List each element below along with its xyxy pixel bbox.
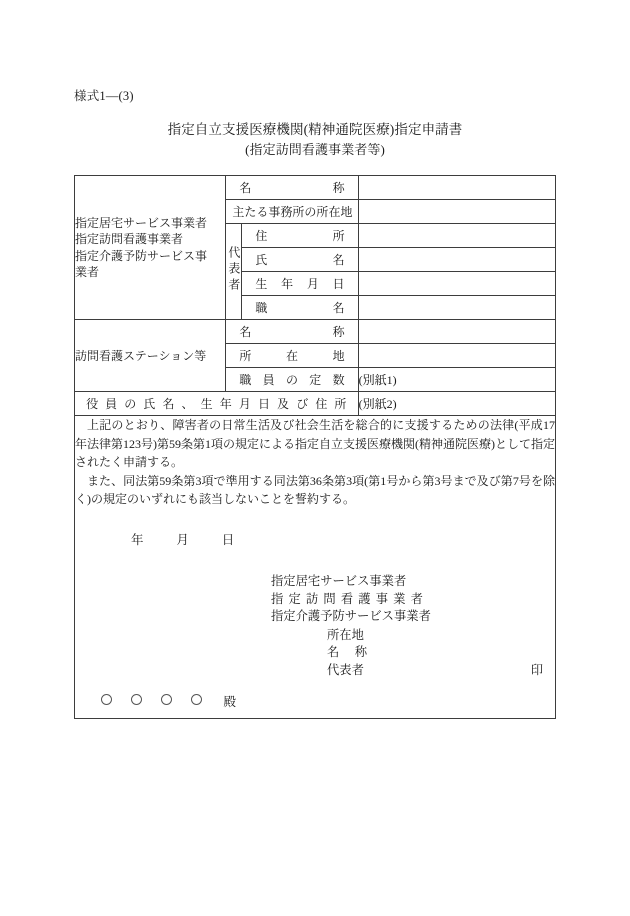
date-year-label: 年 — [131, 532, 144, 547]
applicant-label-line: 指定訪問看護事業者 — [75, 232, 184, 246]
date-line[interactable] — [131, 531, 555, 550]
field-representative-name[interactable] — [358, 248, 555, 272]
title-block — [0, 120, 630, 159]
applicant-label-line: 業者 — [75, 265, 100, 279]
label-staff-quota: 職 員 の 定 数 — [226, 368, 358, 392]
label-applicant-main-office-address: 主 た る 事 務 所 の 所 在 地 — [226, 200, 358, 224]
signature-field-name[interactable]: 名 称 — [327, 645, 367, 659]
table-row — [75, 416, 556, 719]
field-station-name[interactable] — [358, 320, 555, 344]
field-applicant-main-office-address[interactable] — [358, 200, 555, 224]
signature-field-representative[interactable]: 代表者 印 — [327, 662, 555, 680]
field-applicant-name[interactable] — [358, 176, 555, 200]
signature-field-address[interactable]: 所在地 — [327, 627, 364, 642]
station-label-cell: 訪問看護ステーション等 — [75, 320, 226, 392]
applicant-label-line: 指定介護予防サービス事 — [75, 248, 208, 263]
signature-org-line-2: 指 定 訪 問 看 護 事 業 者 — [271, 591, 423, 606]
field-representative-address[interactable] — [358, 224, 555, 248]
circle-icon — [161, 694, 172, 705]
signature-org-line-3: 指定介護予防サービス事業者 — [271, 609, 431, 623]
applicant-label-line: 指定居宅サービス事業者 — [75, 215, 208, 230]
table-row — [75, 320, 556, 344]
signature-fields — [271, 627, 555, 680]
page-subtitle: (指定訪問看護事業者等) — [245, 142, 385, 157]
table-row — [75, 392, 556, 416]
application-form-table — [74, 175, 556, 719]
circle-icon — [191, 694, 202, 705]
label-representative-title: 職 名 — [242, 296, 358, 320]
field-station-address[interactable] — [358, 344, 555, 368]
seal-mark: 印 — [530, 662, 543, 677]
field-representative-title[interactable] — [358, 296, 555, 320]
signature-block — [75, 573, 555, 679]
label-applicant-name: 名 称 — [226, 176, 358, 200]
label-representative-address: 住 所 — [242, 224, 358, 248]
label-representative: 代表者 — [226, 224, 242, 320]
field-staff-quota[interactable]: (別紙1) — [358, 368, 555, 392]
circle-icon — [101, 694, 112, 705]
addressee-line — [101, 693, 555, 712]
form-number: 様式1―(3) — [74, 89, 134, 103]
date-month-label: 月 — [176, 532, 190, 547]
label-representative-birthdate: 生 年 月 日 — [242, 272, 358, 296]
label-representative-name: 氏 名 — [242, 248, 358, 272]
statement-paragraph-1: 上記のとおり、障害者の日常生活及び社会生活を総合的に支援するための法律(平成17年法律第123号)第59条第1項の規定による指定自立支援医療機関(精神通院医療)として指定されたく申請する。 — [75, 418, 555, 469]
circle-icon — [131, 694, 142, 705]
statement-block — [75, 416, 556, 719]
addressee-honorific: 殿 — [223, 695, 237, 709]
signature-org-line-1: 指定居宅サービス事業者 — [271, 574, 407, 588]
label-station-address: 所 在 地 — [226, 344, 358, 368]
date-day-label: 日 — [221, 532, 235, 547]
page-title: 指定自立支援医療機関(精神通院医療)指定申請書 — [167, 122, 463, 137]
field-officers[interactable]: (別紙2) — [358, 392, 555, 416]
table-row — [75, 176, 556, 200]
field-representative-birthdate[interactable] — [358, 272, 555, 296]
label-station-name: 名 称 — [226, 320, 358, 344]
applicant-label-cell — [75, 176, 226, 320]
statement-paragraph-2: また、同法第59条第3項で準用する同法第36条第3項(第1号から第3号まで及び第7号を除く)の規定のいずれにも該当しないことを誓約する。 — [75, 473, 555, 506]
label-officers: 役 員 の 氏 名 、 生 年 月 日 及 び 住 所 — [75, 392, 359, 416]
